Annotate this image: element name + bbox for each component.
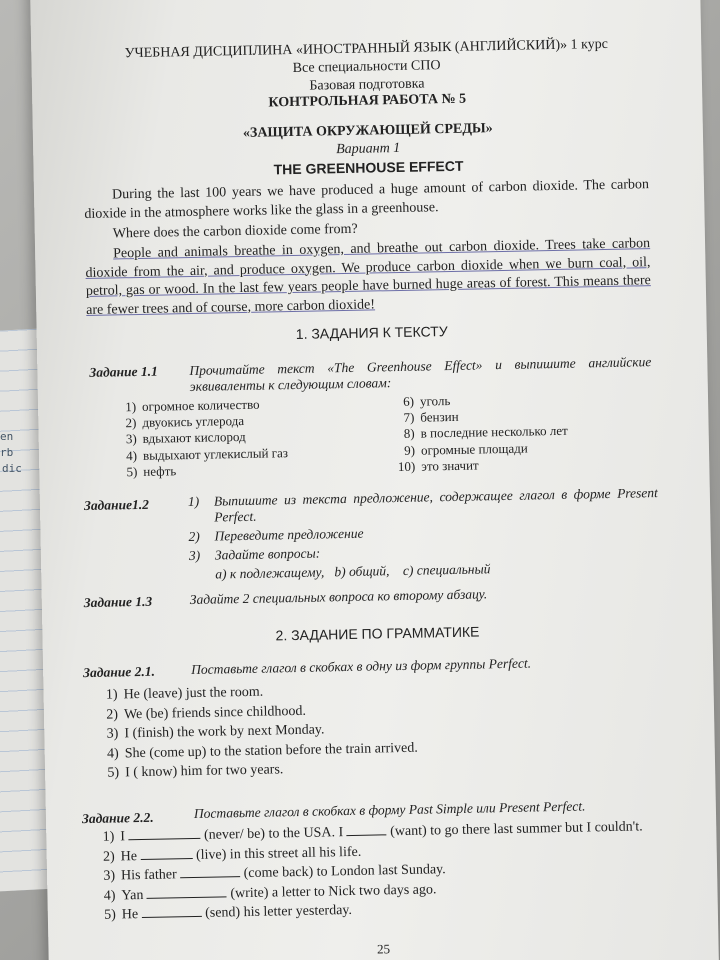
item-text: нефть bbox=[143, 463, 177, 479]
task-2-2-list bbox=[96, 817, 644, 925]
paragraph-3 bbox=[85, 235, 651, 320]
item-text: (come back) to London last Sunday. bbox=[243, 862, 446, 882]
item-text: в последние несколько лет bbox=[420, 423, 568, 441]
answer-blank[interactable] bbox=[180, 864, 240, 878]
list-item bbox=[119, 461, 288, 480]
item-number: 2) bbox=[125, 415, 137, 431]
item-text: Переведите предложение bbox=[214, 525, 364, 544]
item-text: огромное количество bbox=[141, 396, 260, 414]
variant-label: Вариант 1 bbox=[335, 140, 401, 158]
item-text: Выпишите из текста предложение, содержащее глагол в форме Present Perfect. bbox=[213, 485, 658, 525]
item-number: 5) bbox=[104, 907, 116, 923]
item-number: 4) bbox=[106, 745, 119, 762]
item-number: 3) bbox=[188, 547, 201, 564]
answer-blank[interactable] bbox=[128, 826, 200, 840]
task-2-2-label: Задание 2.2. bbox=[81, 809, 154, 827]
task-1-1-left-list bbox=[118, 396, 288, 480]
item-text: We (be) friends since childhood. bbox=[123, 703, 307, 722]
item-text: огромные площади bbox=[420, 440, 528, 458]
task-1-2-label: Задание1.2 bbox=[83, 496, 150, 514]
item-number: 1) bbox=[102, 829, 115, 845]
page-number: 25 bbox=[376, 941, 391, 957]
item-subject: Yan bbox=[121, 887, 144, 903]
item-text: Задайте вопросы: bbox=[214, 545, 321, 563]
item-number: 4) bbox=[126, 447, 138, 463]
item-number: 3) bbox=[103, 868, 116, 884]
item-number: 10) bbox=[397, 458, 416, 474]
item-text: это значит bbox=[421, 457, 479, 474]
item-number: 5) bbox=[107, 765, 120, 781]
item-text: двуокись углерода bbox=[142, 413, 245, 431]
test-title: КОНТРОЛЬНАЯ РАБОТА № 5 bbox=[268, 91, 467, 111]
item-text: бензин bbox=[420, 409, 459, 425]
item-text: (write) a letter to Nick two days ago. bbox=[230, 881, 437, 901]
task-1-2-list bbox=[188, 485, 660, 583]
text-title: THE GREENHOUSE EFFECT bbox=[273, 157, 464, 178]
task-2-2-instruction: Поставьте глагол в скобках в форму Past Simple или Present Perfect. bbox=[193, 798, 586, 822]
task-1-3-label: Задание 1.3 bbox=[83, 593, 153, 611]
task-2-1-label: Задание 2.1. bbox=[83, 663, 156, 681]
item-text: (want) to go there last summer but I couldn't. bbox=[390, 819, 643, 840]
item-text: (never/ be) to the USA. I bbox=[203, 825, 344, 843]
course-header: УЧЕБНАЯ ДИСЦИПЛИНА «ИНОСТРАННЫЙ ЯЗЫК (АНГЛИЙСКИЙ)» 1 курс bbox=[124, 36, 609, 62]
paragraph-3-text: People and animals breathe in oxygen, and breathe out carbon dioxide. Trees take carbon dioxide from the air, and produce oxygen. We produce carbon dioxide when we burn coal, oil, petrol, gas or wood. In the last few years people have burned huge areas of forest. This means there are fewer trees and of course, more carbon dioxide! bbox=[85, 236, 651, 318]
item-number: 1) bbox=[105, 687, 118, 703]
paragraph-1-text: During the last 100 years we have produced a huge amount of carbon dioxide. The carbon dioxide in the atmosphere works like the glass in a greenhouse. bbox=[84, 177, 650, 222]
item-subject: He bbox=[121, 907, 139, 923]
answer-blank[interactable] bbox=[147, 884, 227, 899]
list-item bbox=[397, 423, 568, 442]
answer-blank[interactable] bbox=[140, 846, 192, 860]
margin-scribble: rb bbox=[0, 446, 14, 459]
question-types: а) к подлежащему, b) общий, с) специальный bbox=[215, 561, 491, 582]
item-text: уголь bbox=[419, 393, 451, 409]
item-number: 6) bbox=[403, 393, 415, 409]
section-1-heading: 1. ЗАДАНИЯ К ТЕКСТУ bbox=[295, 323, 448, 342]
section-2-heading: 2. ЗАДАНИЕ ПО ГРАММАТИКЕ bbox=[275, 623, 480, 644]
paragraph-2-text: Where does the carbon dioxide come from? bbox=[112, 221, 358, 242]
item-number: 5) bbox=[126, 463, 138, 480]
list-item bbox=[188, 485, 659, 526]
item-number: 9) bbox=[403, 442, 416, 458]
task-2-1-instruction: Поставьте глагол в скобках в одну из форм группы Perfect. bbox=[191, 655, 532, 678]
margin-scribble: en bbox=[0, 430, 14, 443]
topic-title: «ЗАЩИТА ОКРУЖАЮЩЕЙ СРЕДЫ» bbox=[242, 121, 493, 141]
item-subject: He bbox=[120, 848, 138, 864]
list-item bbox=[397, 456, 568, 475]
task-1-1-label: Задание 1.1 bbox=[89, 363, 158, 380]
item-number: 3) bbox=[106, 726, 119, 742]
item-subject: I bbox=[120, 829, 126, 845]
item-text: I ( know) him for two years. bbox=[124, 762, 284, 781]
item-subject: His father bbox=[120, 867, 177, 884]
task-1-1-right-list bbox=[396, 391, 569, 475]
item-number: 2) bbox=[188, 528, 200, 545]
document-body bbox=[30, 0, 719, 960]
level-line: Базовая подготовка bbox=[309, 76, 425, 94]
item-text: She (come up) to the station before the train arrived. bbox=[124, 740, 418, 761]
answer-blank[interactable] bbox=[346, 822, 386, 836]
task-1-3-instruction: Задайте 2 специальных вопроса ко второму абзацу. bbox=[189, 586, 488, 608]
item-number: 4) bbox=[103, 888, 116, 904]
answer-blank[interactable] bbox=[141, 904, 201, 918]
task-1-1-instruction: Прочитайте текст «The Greenhouse Effect» и выпишите английские эквиваленты к следующим словам: bbox=[189, 354, 652, 395]
margin-scribble: dic bbox=[2, 462, 22, 475]
item-number: 2) bbox=[106, 706, 119, 723]
item-text: (live) in this street all his life. bbox=[195, 844, 362, 863]
item-number: 1) bbox=[125, 399, 137, 415]
item-text: вдыхают кислород bbox=[142, 429, 246, 447]
exam-paper bbox=[30, 0, 719, 960]
list-item bbox=[119, 445, 288, 464]
item-number: 2) bbox=[102, 849, 115, 865]
specialty-line: Все специальности СПО bbox=[292, 58, 441, 76]
item-number: 3) bbox=[125, 431, 137, 447]
item-number: 8) bbox=[403, 426, 415, 442]
task-2-1-list bbox=[99, 680, 418, 784]
item-text: (send) his letter yesterday. bbox=[205, 902, 353, 921]
item-number: 1) bbox=[187, 493, 200, 510]
item-text: He (leave) just the room. bbox=[123, 684, 264, 703]
item-text: выдыхают углекислый газ bbox=[142, 444, 289, 463]
item-text: I (finish) the work by next Monday. bbox=[124, 722, 325, 742]
item-number: 7) bbox=[403, 409, 415, 426]
